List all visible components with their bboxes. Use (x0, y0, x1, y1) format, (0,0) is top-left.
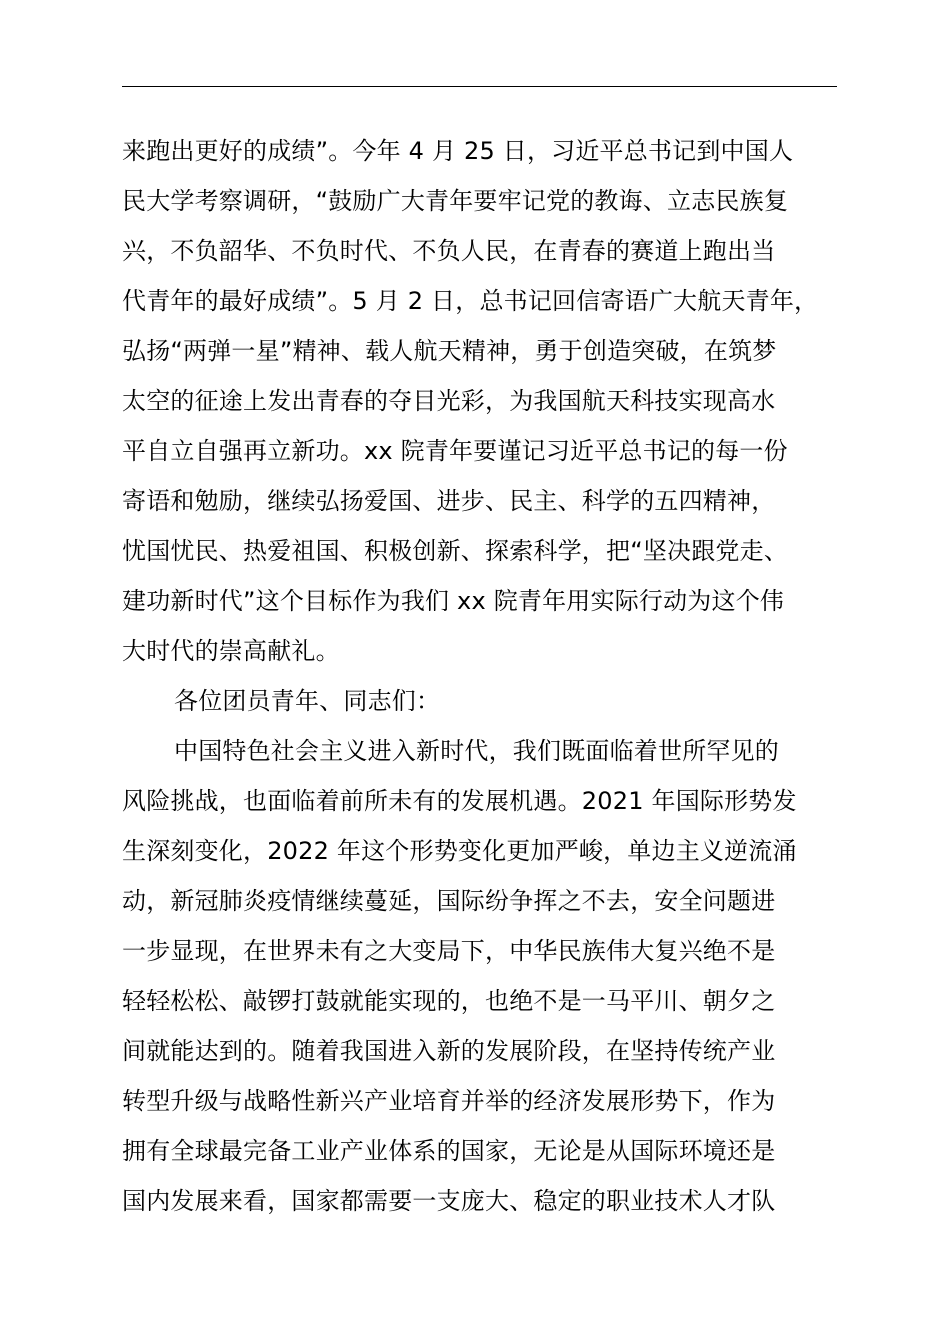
text-line: 代青年的最好成绩”。5 月 2 日，总书记回信寄语广大航天青年， (122, 287, 819, 315)
paragraph-start-line: 中国特色社会主义进入新时代，我们既面临着世所罕见的 (174, 737, 779, 765)
text-line: 轻轻松松、敲锣打鼓就能实现的，也绝不是一马平川、朝夕之 (122, 987, 776, 1015)
text-line: 兴，不负韶华、不负时代、不负人民，在青春的赛道上跑出当 (122, 237, 776, 265)
text-line: 转型升级与战略性新兴产业培育并举的经济发展形势下，作为 (122, 1087, 776, 1115)
document-body (122, 126, 862, 1226)
text-line: 建功新时代”这个目标作为我们 xx 院青年用实际行动为这个伟 (122, 587, 785, 615)
text-line: 弘扬“两弹一星”精神、载人航天精神，勇于创造突破，在筑梦 (122, 337, 777, 365)
text-line: 忧国忧民、热爱祖国、积极创新、探索科学，把“坚决跟党走、 (122, 537, 789, 565)
text-line: 间就能达到的。随着我国进入新的发展阶段，在坚持传统产业 (122, 1037, 776, 1065)
text-line: 拥有全球最完备工业产业体系的国家，无论是从国际环境还是 (122, 1137, 776, 1165)
text-line: 民大学考察调研，“鼓励广大青年要牢记党的教诲、立志民族复 (122, 187, 789, 215)
text-line: 来跑出更好的成绩”。今年 4 月 25 日，习近平总书记到中国人 (122, 137, 794, 165)
text-line: 风险挑战，也面临着前所未有的发展机遇。2021 年国际形势发 (122, 787, 797, 815)
text-line: 生深刻变化，2022 年这个形势变化更加严峻，单边主义逆流涌 (122, 837, 797, 865)
text-line: 平自立自强再立新功。xx 院青年要谨记习近平总书记的每一份 (122, 437, 788, 465)
header-rule (122, 86, 837, 87)
text-line: 一步显现，在世界未有之大变局下，中华民族伟大复兴绝不是 (122, 937, 776, 965)
text-line: 寄语和勉励，继续弘扬爱国、进步、民主、科学的五四精神， (122, 487, 776, 515)
text-line: 动，新冠肺炎疫情继续蔓延，国际纷争挥之不去，安全问题进 (122, 887, 776, 915)
text-line: 国内发展来看，国家都需要一支庞大、稳定的职业技术人才队 (122, 1187, 776, 1215)
text-line: 太空的征途上发出青春的夺目光彩，为我国航天科技实现高水 (122, 387, 776, 415)
text-line: 大时代的崇高献礼。 (122, 637, 340, 665)
salutation-line: 各位团员青年、同志们： (174, 687, 441, 715)
